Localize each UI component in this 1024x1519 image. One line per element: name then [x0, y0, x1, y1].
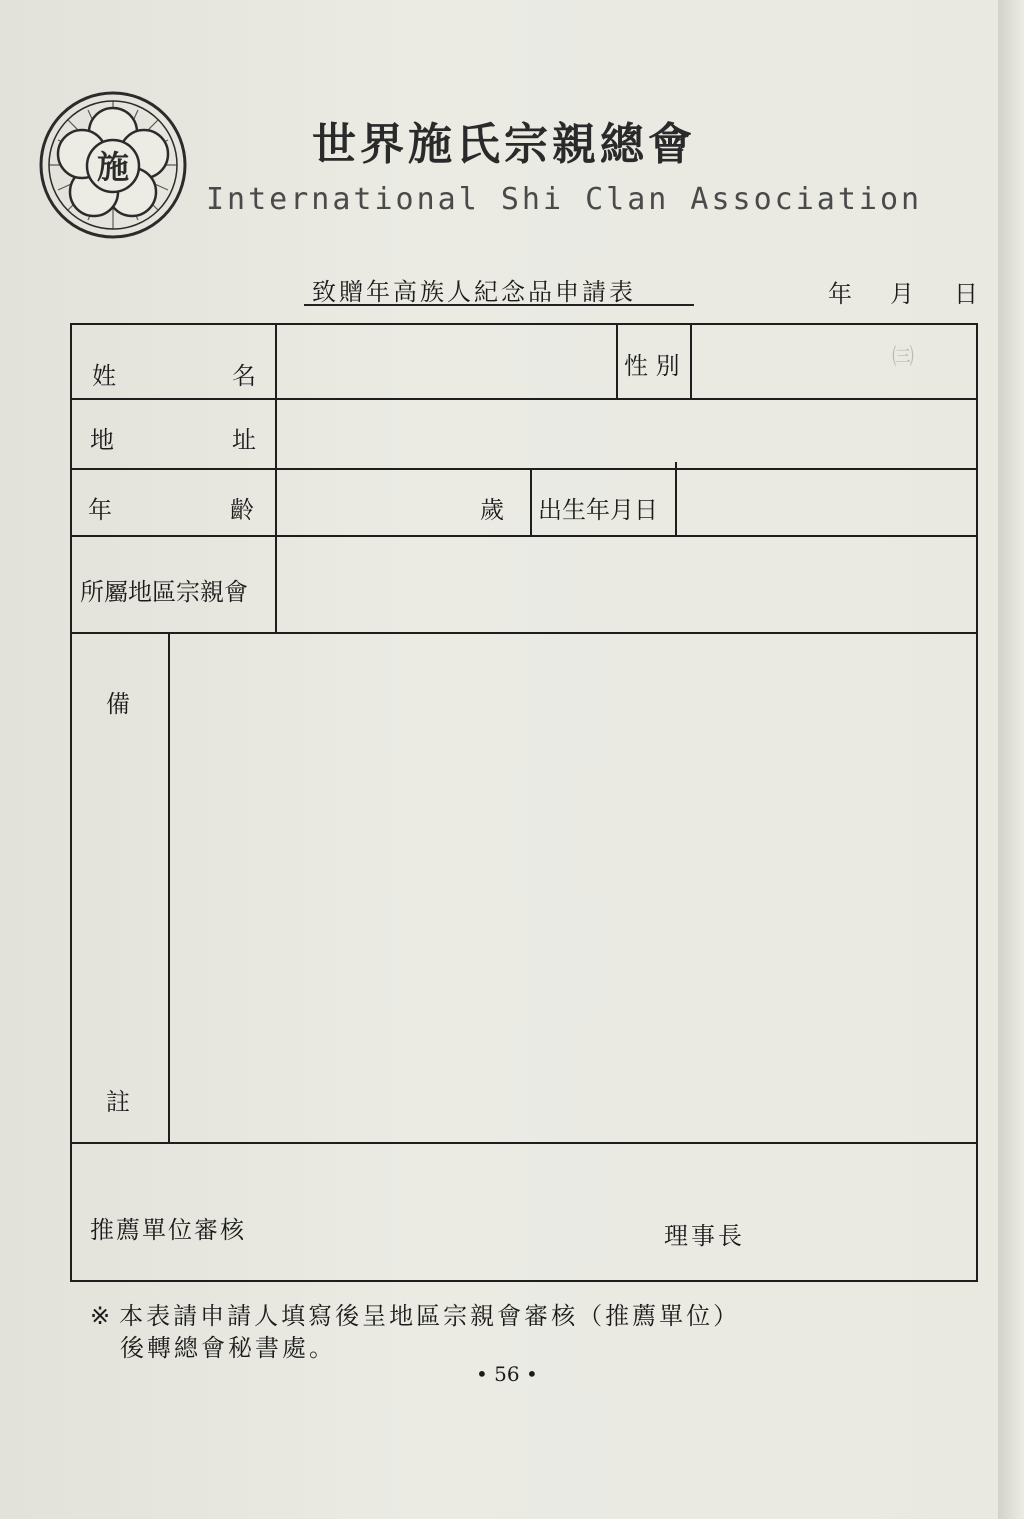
page-edge [998, 0, 1024, 1519]
name-label-char1: 姓 [92, 362, 116, 390]
date-month-label: 月 [890, 280, 914, 308]
association-logo [38, 90, 188, 240]
date-year-label: 年 [828, 280, 852, 308]
name-input-cell[interactable] [278, 326, 614, 396]
chairman-label: 理事長 [664, 1222, 745, 1250]
birth-date-input-cell[interactable] [678, 471, 975, 534]
clan-association-input-cell[interactable] [278, 538, 975, 631]
address-label-char2: 址 [232, 426, 256, 454]
date-day-label: 日 [954, 280, 978, 308]
age-label-char2: 齡 [230, 496, 254, 524]
age-unit-label: 歲 [480, 496, 504, 524]
footnote [90, 1300, 740, 1364]
org-name-chinese: 世界施氏宗親總會 [312, 119, 696, 170]
review-signature-area[interactable] [300, 1150, 970, 1278]
gender-input-cell[interactable] [693, 326, 975, 396]
remarks-label-char1: 備 [106, 690, 130, 718]
age-input-cell[interactable] [278, 471, 478, 534]
footnote-line2: 後轉總會秘書處。 [120, 1334, 336, 1362]
address-input-cell[interactable] [278, 401, 975, 467]
age-label-char1: 年 [88, 496, 112, 524]
remarks-input-cell[interactable] [171, 635, 975, 1141]
birth-date-label: 出生年月日 [538, 496, 658, 524]
page-number: • 56 • [476, 1362, 538, 1386]
address-label-char1: 地 [90, 426, 114, 454]
gender-label: 性 別 [624, 352, 680, 380]
reference-mark: ※ [90, 1302, 114, 1330]
name-label-char2: 名 [232, 362, 256, 390]
form-title: 致贈年高族人紀念品申請表 [312, 278, 636, 306]
remarks-label-char2: 註 [106, 1088, 130, 1116]
recommender-review-label: 推薦單位審核 [90, 1216, 246, 1244]
clan-association-label: 所屬地區宗親會 [80, 578, 248, 606]
bleed-through-mark: ㈢ [892, 345, 915, 370]
svg-text:施: 施 [96, 148, 130, 186]
org-name-english: International Shi Clan Association [206, 182, 923, 217]
footnote-line1-text: 本表請申請人填寫後呈地區宗親會審核（推薦單位） [119, 1302, 741, 1330]
form-title-underline [304, 304, 694, 306]
footnote-line1 [90, 1300, 740, 1332]
